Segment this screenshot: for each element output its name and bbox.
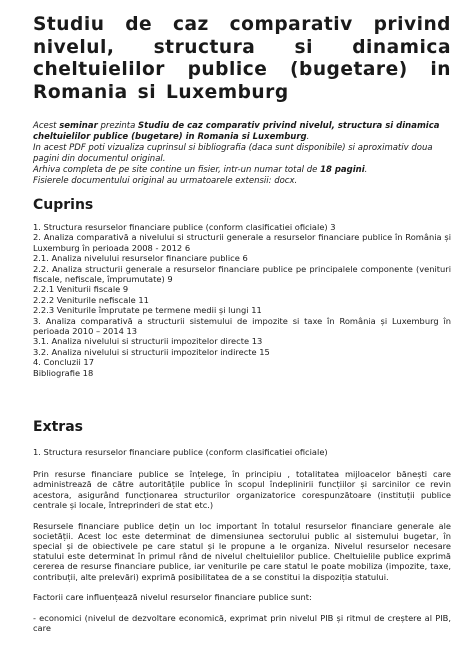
- toc-item: 2.2. Analiza structurii generale a resurselor financiare publice pe principalele componente (venituri fiscale, nefiscale, împrumutate) 9: [33, 263, 451, 285]
- intro-line-1: [33, 121, 451, 143]
- toc-item: 2.2.1 Veniturii fiscale 9: [33, 284, 129, 295]
- extras-body: [33, 447, 451, 644]
- toc-item: 4. Concluzii 17: [33, 357, 94, 368]
- toc-item: 2.2.2 Veniturile nefiscale 11: [33, 294, 149, 305]
- extras-heading: Extras: [33, 419, 83, 435]
- intro-text: .: [306, 132, 310, 143]
- table-of-contents: [33, 222, 451, 378]
- page-count: 18 pagini: [320, 165, 365, 176]
- toc-item: 1. Structura resurselor financiare publice (conform clasificatiei oficiale) 3: [33, 222, 336, 232]
- intro-line-3: [33, 165, 451, 176]
- cuprins-heading: Cuprins: [33, 197, 94, 213]
- extras-paragraph: - economici (nivelul de dezvoltare economică, exprimat prin nivelul PIB și ritmul de creștere al PIB, care: [33, 612, 451, 634]
- intro-line-2: In acest PDF poti vizualiza cuprinsul si bibliografia (daca sunt disponibile) si aproximativ doua pagini din documentul original.: [33, 143, 433, 165]
- extras-paragraph: Prin resurse financiare publice se înțelege, în principiu , totalitatea mijloacelor bănești care administrează de către autoritățile publice în scopul îndeplinirii funcțiilor și sarcinilor ce revin acestora, asigurând funcționarea structurilor organizatorice corespunzătoare (instituții publice centrale și locale, întreprinderi de stat etc.): [33, 469, 451, 510]
- toc-item: 2.2.3 Veniturile împrutate pe termene medii și lungi 11: [33, 305, 262, 316]
- toc-item: 3.1. Analiza nivelului si structurii impozitelor directe 13: [33, 336, 263, 347]
- intro-text: prezinta: [97, 121, 139, 132]
- intro-line-4: Fisierele documentului original au urmatoarele extensii: docx.: [33, 176, 298, 187]
- intro-text: .: [364, 165, 368, 176]
- document-title: Studiu de caz comparativ privind nivelul, structura si dinamica cheltuielilor publice (bugetare) in Romania si Luxemburg: [33, 14, 451, 103]
- toc-item: 3.2. Analiza nivelului si structurii impozitelor indirecte 15: [33, 346, 270, 357]
- toc-item: Bibliografie 18: [33, 367, 94, 378]
- intro-block: [33, 121, 451, 187]
- intro-bold-title: Studiu de caz comparativ privind nivelul, structura si dinamica cheltuielilor publice (bugetare) in Romania si Luxemburg: [33, 121, 440, 143]
- extras-paragraph: Resursele financiare publice dețin un loc important în totalul resurselor financiare generale ale societății. Acest loc este determinat de dimensiunea sectorului public al sistemului bugetar, în special și de obiectivele pe care statul și le propune a le organiza. Nivelul resurselor necesare statului este determinat în primul rând de nivelul cheltuielilor publice. Cheltuielile publice exprimă cererea de resurse financiare publice, iar veniturile pe care statul le poate mobiliza (impozite, taxe, contribuții, alte prelevări) exprimă posibilitatea de a se constitui la dispoziția statului.: [33, 520, 451, 582]
- toc-item: 2.1. Analiza nivelului resurselor financiare publice 6: [33, 253, 248, 264]
- intro-text: Arhiva completa de pe site contine un fisier, intr-un numar total de: [33, 165, 321, 176]
- toc-item: 3. Analiza comparativă a structurii sistemului de impozite si taxe în România și Luxemburg în perioada 2010 – 2014 13: [33, 315, 451, 337]
- toc-item: 2. Analiza comparativă a nivelului si structurii generale a resurselor financiare publice în România și Luxemburg în perioada 2008 - 2012 6: [33, 232, 451, 253]
- document-page: [33, 14, 451, 634]
- extras-paragraph: 1. Structura resurselor financiare publice (conform clasificatiei oficiale): [33, 447, 328, 457]
- intro-bold-seminar: seminar: [59, 121, 98, 132]
- intro-text: Acest: [33, 121, 60, 132]
- extras-paragraph: Factorii care influențează nivelul resurselor financiare publice sunt:: [33, 592, 312, 603]
